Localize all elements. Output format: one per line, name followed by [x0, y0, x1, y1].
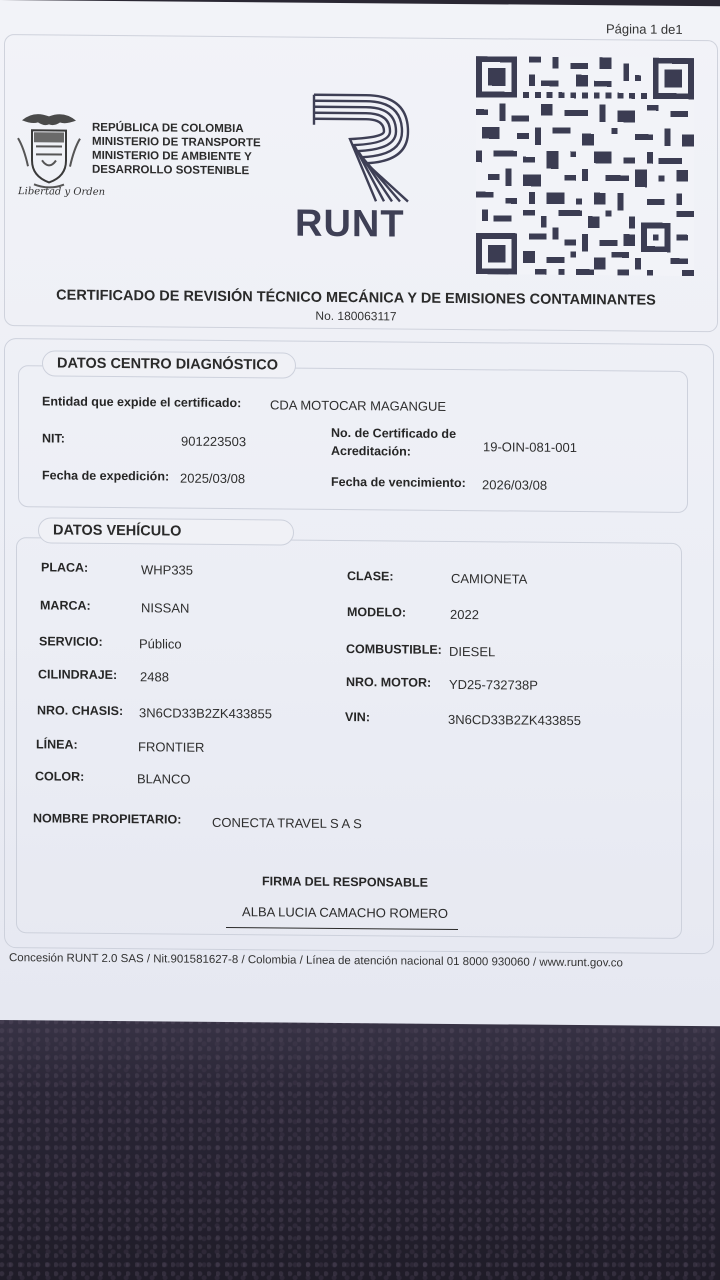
section-title-diagnostic-center: DATOS CENTRO DIAGNÓSTICO [42, 350, 296, 378]
linea-label: LÍNEA: [36, 737, 78, 752]
color-value: BLANCO [137, 771, 191, 787]
gov-line: MINISTERIO DE TRANSPORTE [92, 135, 261, 150]
owner-label: NOMBRE PROPIETARIO: [33, 811, 182, 827]
accreditation-label: Acreditación: [331, 443, 411, 459]
issue-date-value: 2025/03/08 [180, 470, 246, 487]
government-entities [92, 121, 261, 178]
chasis-value: 3N6CD33B2ZK433855 [139, 705, 272, 722]
modelo-value: 2022 [450, 606, 479, 623]
linea-value: FRONTIER [138, 739, 205, 755]
modelo-label: MODELO: [347, 605, 407, 620]
gov-line: MINISTERIO DE AMBIENTE Y [92, 149, 252, 164]
motto: Libertad y Orden [18, 186, 106, 198]
gov-line: REPÚBLICA DE COLOMBIA [92, 121, 244, 136]
accreditation-value: 19-OIN-081-001 [483, 439, 577, 456]
page-number: Página 1 de1 [606, 21, 683, 37]
clase-value: CAMIONETA [451, 570, 528, 587]
signature-label: FIRMA DEL RESPONSABLE [262, 874, 428, 890]
issue-date-label: Fecha de expedición: [42, 468, 170, 484]
gov-line: DESARROLLO SOSTENIBLE [92, 163, 250, 178]
vin-label: VIN: [345, 710, 370, 725]
nit-label: NIT: [42, 431, 65, 446]
runt-logo-icon [296, 91, 426, 204]
section-title-vehicle: DATOS VEHÍCULO [38, 517, 294, 545]
marca-value: NISSAN [141, 600, 190, 616]
placa-value: WHP335 [141, 562, 194, 578]
cilindraje-value: 2488 [140, 669, 169, 685]
nit-value: 901223503 [181, 433, 247, 450]
coat-of-arms-icon [14, 108, 84, 193]
cilindraje-label: CILINDRAJE: [38, 667, 118, 683]
expiry-date-value: 2026/03/08 [482, 477, 548, 493]
servicio-label: SERVICIO: [39, 634, 103, 649]
certificate-number: No. 180063117 [315, 308, 397, 324]
servicio-value: Público [139, 636, 182, 652]
runt-brand-name: RUNT [295, 202, 405, 246]
certificate-title: CERTIFICADO DE REVISIÓN TÉCNICO MECÁNICA Y DE EMISIONES CONTAMINANTES [56, 287, 656, 309]
footer-text: Concesión RUNT 2.0 SAS / Nit.901581627-8 / Colombia / Línea de atención nacional 01 8000 930060 / www.runt.gov.co [9, 952, 623, 970]
motor-label: NRO. MOTOR: [346, 675, 432, 690]
accreditation-label: No. de Certificado de [331, 425, 457, 441]
leather-background [0, 1010, 720, 1280]
expiry-date-label: Fecha de vencimiento: [331, 474, 466, 491]
chasis-label: NRO. CHASIS: [37, 703, 124, 719]
combustible-label: COMBUSTIBLE: [346, 642, 442, 657]
vin-value: 3N6CD33B2ZK433855 [448, 711, 581, 729]
combustible-value: DIESEL [449, 643, 496, 660]
motor-value: YD25-732738P [449, 676, 538, 693]
signature-name: ALBA LUCIA CAMACHO ROMERO [242, 904, 448, 921]
qr-code [474, 56, 696, 276]
owner-value: CONECTA TRAVEL S A S [212, 814, 362, 832]
color-label: COLOR: [35, 769, 85, 784]
entity-value: CDA MOTOCAR MAGANGUE [270, 397, 447, 414]
entity-label: Entidad que expide el certificado: [42, 394, 242, 411]
placa-label: PLACA: [41, 560, 89, 575]
marca-label: MARCA: [40, 598, 91, 613]
clase-label: CLASE: [347, 569, 394, 584]
